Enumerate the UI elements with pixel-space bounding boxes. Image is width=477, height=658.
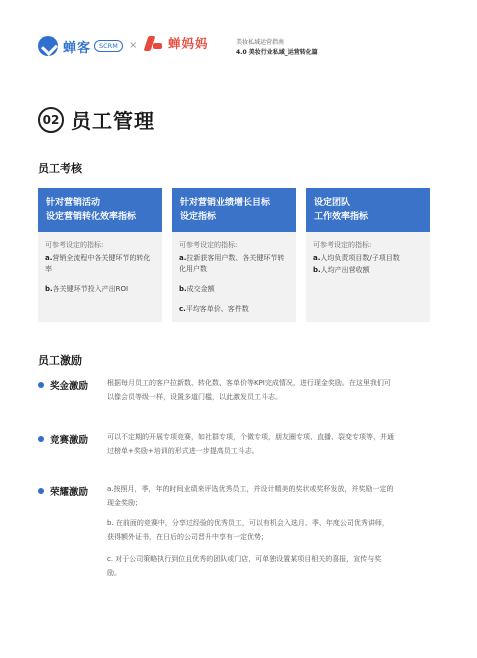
cross-separator: × (129, 40, 138, 51)
section-title: 员工管理 (71, 109, 155, 133)
card-header (306, 188, 430, 232)
card-title-line: 针对营销活动 (46, 198, 101, 208)
card-title-line: 针对营销业绩增长目标 (180, 198, 271, 208)
motivation-label-competition: 竞赛激励 (38, 432, 88, 446)
motivation-text-competition: 可以不定期的开展专项竞赛，如社群专项，个微专项，朋友圈专项、直播、裂变专项等，并通过榜单+奖励+培训的形式进一步提高员工斗志。 (107, 433, 394, 455)
chanke-logo-text: 蝉客 (63, 40, 92, 56)
motivation-text-honor-a: a.按照月，季，年的时间业绩来评选优秀员工，并设计精美的奖状或奖杯发放，并奖励一定的现金奖励； (107, 485, 394, 507)
guide-title: 美妆私域运营指南 (236, 39, 285, 46)
section-number: 02 (38, 107, 64, 133)
motivation-text-bonus: 根据每月员工的客户拉新数、转化数、客单价等KPI完成情况，进行现金奖励。在这里我们可以像会员等级一样，设置多道门槛，以此激发员工斗志。 (107, 379, 391, 401)
card-point: b.成交金额 (179, 285, 215, 293)
card-body (306, 232, 430, 322)
motivation-label-honor: 荣耀激励 (38, 484, 88, 498)
assessment-card-marketing (38, 188, 162, 322)
chanke-logo (38, 36, 123, 56)
card-title-line: 设定团队 (314, 198, 351, 208)
card-caption: 可参考设定的指标: (179, 241, 238, 249)
card-title-line: 工作效率指标 (314, 212, 369, 222)
bullet-dot-icon (38, 436, 44, 442)
scrm-badge: SCRM (94, 40, 123, 52)
card-header (172, 188, 296, 232)
card-header (38, 188, 162, 232)
motivation-label-bonus: 奖金激励 (38, 378, 88, 392)
card-point: c.平均客单价、客件数 (179, 305, 249, 313)
motivation-text-honor-b: b. 在前面的竞赛中，分享过经验的优秀员工，可以有机会入选月、季、年度公司优秀讲师，获得额外证书，在日后的公司晋升中享有一定优势； (107, 519, 389, 541)
motivation-heading: 员工激励 (38, 354, 82, 367)
card-body (172, 232, 296, 322)
assessment-card-growth (172, 188, 296, 322)
card-point: b.各关键环节投入产出ROI (45, 285, 129, 293)
card-point: a.营销全流程中各关键环节的转化率 (45, 254, 151, 273)
bullet-dot-icon (38, 488, 44, 494)
card-point: a.拉新获客用户数、各关键环节转化用户数 (179, 254, 285, 273)
bullet-dot-icon (38, 382, 44, 388)
assessment-heading: 员工考核 (38, 162, 82, 175)
card-point: a.人均负责项目数/子项目数 (313, 254, 400, 262)
card-title-line: 设定营销转化效率指标 (46, 212, 137, 222)
card-caption: 可参考设定的指标: (45, 241, 104, 249)
card-caption: 可参考设定的指标: (313, 241, 372, 249)
chanmama-logo (145, 34, 209, 52)
chanmama-logo-text: 蝉妈妈 (168, 36, 209, 51)
assessment-card-efficiency (306, 188, 430, 322)
chapter-title: 4.0 美妆行业私域_运营转化篇 (236, 49, 318, 56)
card-point: b.人均产出营收额 (313, 266, 370, 274)
chanke-logo-icon (38, 36, 58, 56)
motivation-text-honor-c: c. 对于公司策略执行到位且优秀的团队或门店，可单独设置某项目相关的喜报，宣传与奖励。 (107, 555, 382, 577)
card-title-line: 设定指标 (180, 212, 217, 222)
card-body (38, 232, 162, 322)
chanmama-logo-icon (145, 34, 163, 52)
